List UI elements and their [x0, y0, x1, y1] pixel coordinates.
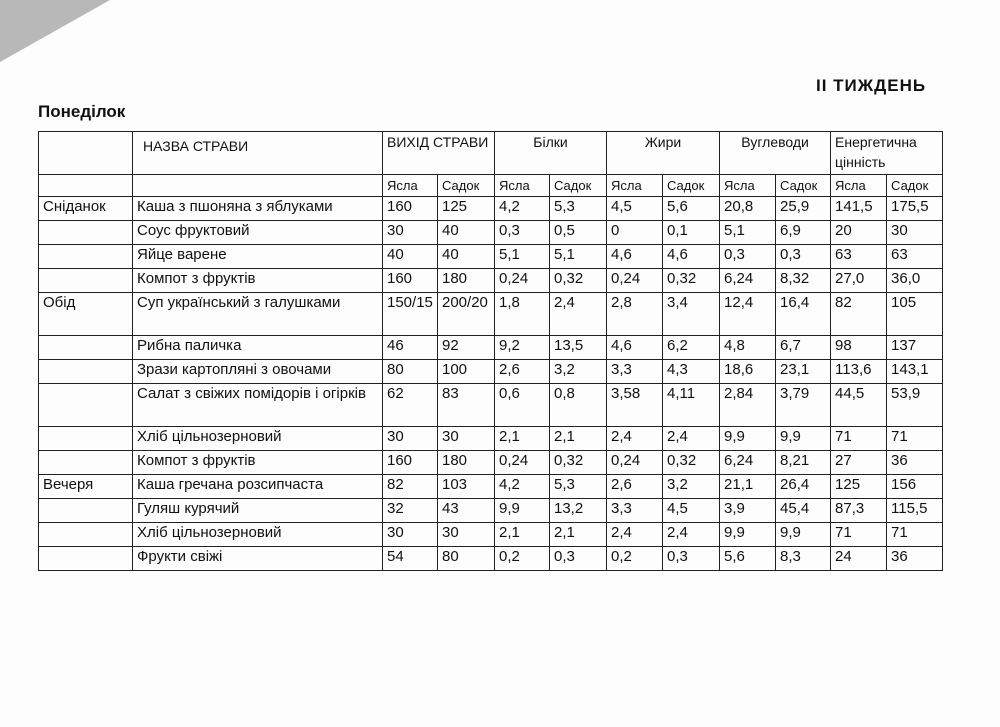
proteins-kindergarten: 5,3: [550, 475, 607, 499]
fats-kindergarten: 0,1: [663, 221, 720, 245]
energy-nursery: 87,3: [831, 499, 887, 523]
fats-kindergarten: 3,4: [663, 293, 720, 336]
energy-nursery: 63: [831, 245, 887, 269]
fats-nursery: 0,24: [607, 451, 663, 475]
energy-kindergarten: 36: [887, 547, 943, 571]
fats-kindergarten: 0,3: [663, 547, 720, 571]
dish-name: Каша з пшоняна з яблуками: [133, 197, 383, 221]
table-row: [39, 384, 943, 427]
meal-cell: [39, 336, 133, 360]
fats-nursery: 2,8: [607, 293, 663, 336]
subheader-nursery: Ясла: [607, 175, 663, 197]
fats-nursery: 2,4: [607, 427, 663, 451]
meal-cell: Сніданок: [39, 197, 133, 221]
energy-kindergarten: 143,1: [887, 360, 943, 384]
subheader-nursery: Ясла: [720, 175, 776, 197]
proteins-nursery: 5,1: [495, 245, 550, 269]
energy-kindergarten: 156: [887, 475, 943, 499]
output-nursery: 32: [383, 499, 438, 523]
energy-nursery: 141,5: [831, 197, 887, 221]
carbs-kindergarten: 45,4: [776, 499, 831, 523]
dish-name: Салат з свіжих помідорів і огірків: [133, 384, 383, 427]
proteins-nursery: 9,9: [495, 499, 550, 523]
menu-table: [38, 131, 943, 571]
fats-kindergarten: 4,3: [663, 360, 720, 384]
subheader-kindergarten: Садок: [663, 175, 720, 197]
fats-nursery: 2,6: [607, 475, 663, 499]
proteins-kindergarten: 2,4: [550, 293, 607, 336]
carbs-nursery: 2,84: [720, 384, 776, 427]
proteins-nursery: 0,3: [495, 221, 550, 245]
meal-cell: [39, 221, 133, 245]
carbs-nursery: 12,4: [720, 293, 776, 336]
fats-nursery: 0: [607, 221, 663, 245]
carbs-kindergarten: 9,9: [776, 523, 831, 547]
energy-kindergarten: 36: [887, 451, 943, 475]
fats-kindergarten: 6,2: [663, 336, 720, 360]
header-energy: Енергетична цінність: [831, 132, 943, 175]
header-row: [39, 132, 943, 175]
energy-kindergarten: 175,5: [887, 197, 943, 221]
proteins-kindergarten: 5,3: [550, 197, 607, 221]
meal-cell: [39, 499, 133, 523]
energy-kindergarten: 30: [887, 221, 943, 245]
energy-nursery: 113,6: [831, 360, 887, 384]
carbs-kindergarten: 8,32: [776, 269, 831, 293]
fats-kindergarten: 0,32: [663, 451, 720, 475]
output-nursery: 150/15: [383, 293, 438, 336]
header-dish-name: НАЗВА СТРАВИ: [133, 132, 383, 175]
carbs-nursery: 5,1: [720, 221, 776, 245]
header-meal-cell: [39, 132, 133, 175]
fats-kindergarten: 2,4: [663, 427, 720, 451]
subheader-kindergarten: Садок: [887, 175, 943, 197]
output-kindergarten: 40: [438, 221, 495, 245]
energy-nursery: 44,5: [831, 384, 887, 427]
proteins-kindergarten: 0,5: [550, 221, 607, 245]
energy-nursery: 98: [831, 336, 887, 360]
carbs-kindergarten: 16,4: [776, 293, 831, 336]
fats-nursery: 3,3: [607, 499, 663, 523]
meal-cell: [39, 245, 133, 269]
meal-cell: Вечеря: [39, 475, 133, 499]
output-nursery: 46: [383, 336, 438, 360]
fats-nursery: 2,4: [607, 523, 663, 547]
output-kindergarten: 40: [438, 245, 495, 269]
fats-nursery: 3,3: [607, 360, 663, 384]
carbs-kindergarten: 8,3: [776, 547, 831, 571]
fats-kindergarten: 4,11: [663, 384, 720, 427]
subheader-nursery: Ясла: [495, 175, 550, 197]
dish-name: Яйце варене: [133, 245, 383, 269]
proteins-kindergarten: 3,2: [550, 360, 607, 384]
header-carbs: Вуглеводи: [720, 132, 831, 175]
energy-nursery: 27,0: [831, 269, 887, 293]
subheader-kindergarten: Садок: [438, 175, 495, 197]
table-row: [39, 499, 943, 523]
table-row: [39, 245, 943, 269]
energy-kindergarten: 53,9: [887, 384, 943, 427]
energy-kindergarten: 105: [887, 293, 943, 336]
output-nursery: 40: [383, 245, 438, 269]
fats-kindergarten: 4,5: [663, 499, 720, 523]
energy-nursery: 71: [831, 523, 887, 547]
carbs-nursery: 6,24: [720, 269, 776, 293]
energy-nursery: 20: [831, 221, 887, 245]
output-nursery: 30: [383, 523, 438, 547]
proteins-kindergarten: 13,2: [550, 499, 607, 523]
meal-cell: [39, 384, 133, 427]
dish-name: Суп український з галушками: [133, 293, 383, 336]
fats-nursery: 3,58: [607, 384, 663, 427]
proteins-nursery: 4,2: [495, 475, 550, 499]
output-kindergarten: 30: [438, 427, 495, 451]
proteins-nursery: 2,1: [495, 427, 550, 451]
output-kindergarten: 103: [438, 475, 495, 499]
fats-nursery: 4,6: [607, 245, 663, 269]
table-row: [39, 451, 943, 475]
meal-cell: [39, 547, 133, 571]
energy-nursery: 24: [831, 547, 887, 571]
energy-nursery: 125: [831, 475, 887, 499]
carbs-kindergarten: 8,21: [776, 451, 831, 475]
dish-name: Хліб цільнозерновий: [133, 427, 383, 451]
table-row: [39, 197, 943, 221]
proteins-kindergarten: 0,32: [550, 451, 607, 475]
energy-kindergarten: 71: [887, 523, 943, 547]
fats-kindergarten: 3,2: [663, 475, 720, 499]
proteins-nursery: 9,2: [495, 336, 550, 360]
carbs-nursery: 20,8: [720, 197, 776, 221]
proteins-nursery: 0,6: [495, 384, 550, 427]
meal-cell: [39, 269, 133, 293]
meal-cell: [39, 451, 133, 475]
fats-nursery: 0,2: [607, 547, 663, 571]
proteins-kindergarten: 0,32: [550, 269, 607, 293]
output-kindergarten: 83: [438, 384, 495, 427]
fats-nursery: 0,24: [607, 269, 663, 293]
proteins-kindergarten: 0,3: [550, 547, 607, 571]
energy-kindergarten: 36,0: [887, 269, 943, 293]
output-kindergarten: 80: [438, 547, 495, 571]
table-row: [39, 360, 943, 384]
fats-kindergarten: 5,6: [663, 197, 720, 221]
proteins-nursery: 0,24: [495, 451, 550, 475]
output-nursery: 80: [383, 360, 438, 384]
proteins-nursery: 0,24: [495, 269, 550, 293]
output-kindergarten: 100: [438, 360, 495, 384]
output-nursery: 30: [383, 427, 438, 451]
table-row: [39, 293, 943, 336]
dish-name: Каша гречана розсипчаста: [133, 475, 383, 499]
output-kindergarten: 43: [438, 499, 495, 523]
menu-body: [39, 197, 943, 571]
meal-cell: Обід: [39, 293, 133, 336]
output-kindergarten: 180: [438, 269, 495, 293]
proteins-nursery: 0,2: [495, 547, 550, 571]
fats-kindergarten: 2,4: [663, 523, 720, 547]
table-row: [39, 523, 943, 547]
subheader-kindergarten: Садок: [776, 175, 831, 197]
table-row: [39, 221, 943, 245]
subheader-nursery: Ясла: [383, 175, 438, 197]
header-fats: Жири: [607, 132, 720, 175]
output-nursery: 82: [383, 475, 438, 499]
table-row: [39, 475, 943, 499]
proteins-kindergarten: 2,1: [550, 427, 607, 451]
proteins-kindergarten: 0,8: [550, 384, 607, 427]
proteins-kindergarten: 13,5: [550, 336, 607, 360]
carbs-kindergarten: 6,7: [776, 336, 831, 360]
carbs-nursery: 9,9: [720, 427, 776, 451]
fats-kindergarten: 0,32: [663, 269, 720, 293]
carbs-nursery: 5,6: [720, 547, 776, 571]
energy-nursery: 71: [831, 427, 887, 451]
carbs-kindergarten: 3,79: [776, 384, 831, 427]
output-nursery: 160: [383, 197, 438, 221]
header-output: ВИХІД СТРАВИ: [383, 132, 495, 175]
dish-name: Компот з фруктів: [133, 451, 383, 475]
carbs-nursery: 18,6: [720, 360, 776, 384]
dish-name: Соус фруктовий: [133, 221, 383, 245]
table-row: [39, 547, 943, 571]
carbs-nursery: 21,1: [720, 475, 776, 499]
output-kindergarten: 180: [438, 451, 495, 475]
output-nursery: 30: [383, 221, 438, 245]
output-kindergarten: 200/20: [438, 293, 495, 336]
output-nursery: 54: [383, 547, 438, 571]
proteins-nursery: 2,1: [495, 523, 550, 547]
energy-kindergarten: 63: [887, 245, 943, 269]
meal-cell: [39, 360, 133, 384]
fats-nursery: 4,6: [607, 336, 663, 360]
header-proteins: Білки: [495, 132, 607, 175]
energy-nursery: 27: [831, 451, 887, 475]
proteins-nursery: 1,8: [495, 293, 550, 336]
dish-name: Зрази картопляні з овочами: [133, 360, 383, 384]
energy-kindergarten: 71: [887, 427, 943, 451]
carbs-kindergarten: 9,9: [776, 427, 831, 451]
fats-nursery: 4,5: [607, 197, 663, 221]
carbs-nursery: 6,24: [720, 451, 776, 475]
table-row: [39, 427, 943, 451]
output-kindergarten: 92: [438, 336, 495, 360]
table-row: [39, 269, 943, 293]
paper-fold: [0, 0, 110, 62]
dish-name: Компот з фруктів: [133, 269, 383, 293]
fats-kindergarten: 4,6: [663, 245, 720, 269]
carbs-nursery: 0,3: [720, 245, 776, 269]
proteins-kindergarten: 2,1: [550, 523, 607, 547]
week-title: II ТИЖДЕНЬ: [816, 76, 927, 95]
carbs-kindergarten: 25,9: [776, 197, 831, 221]
proteins-nursery: 4,2: [495, 197, 550, 221]
proteins-kindergarten: 5,1: [550, 245, 607, 269]
meal-cell: [39, 523, 133, 547]
subheader-kindergarten: Садок: [550, 175, 607, 197]
output-kindergarten: 30: [438, 523, 495, 547]
output-nursery: 160: [383, 269, 438, 293]
carbs-nursery: 9,9: [720, 523, 776, 547]
carbs-kindergarten: 6,9: [776, 221, 831, 245]
energy-kindergarten: 115,5: [887, 499, 943, 523]
dish-name: Рибна паличка: [133, 336, 383, 360]
output-kindergarten: 125: [438, 197, 495, 221]
output-nursery: 160: [383, 451, 438, 475]
carbs-kindergarten: 0,3: [776, 245, 831, 269]
dish-name: Гуляш курячий: [133, 499, 383, 523]
proteins-nursery: 2,6: [495, 360, 550, 384]
dish-name: Хліб цільнозерновий: [133, 523, 383, 547]
energy-kindergarten: 137: [887, 336, 943, 360]
table-row: [39, 336, 943, 360]
carbs-kindergarten: 26,4: [776, 475, 831, 499]
carbs-nursery: 4,8: [720, 336, 776, 360]
dish-name: Фрукти свіжі: [133, 547, 383, 571]
subheader-row: [39, 175, 943, 197]
carbs-kindergarten: 23,1: [776, 360, 831, 384]
day-title: Понеділок: [38, 102, 126, 121]
energy-nursery: 82: [831, 293, 887, 336]
subheader-nursery: Ясла: [831, 175, 887, 197]
meal-cell: [39, 427, 133, 451]
carbs-nursery: 3,9: [720, 499, 776, 523]
output-nursery: 62: [383, 384, 438, 427]
